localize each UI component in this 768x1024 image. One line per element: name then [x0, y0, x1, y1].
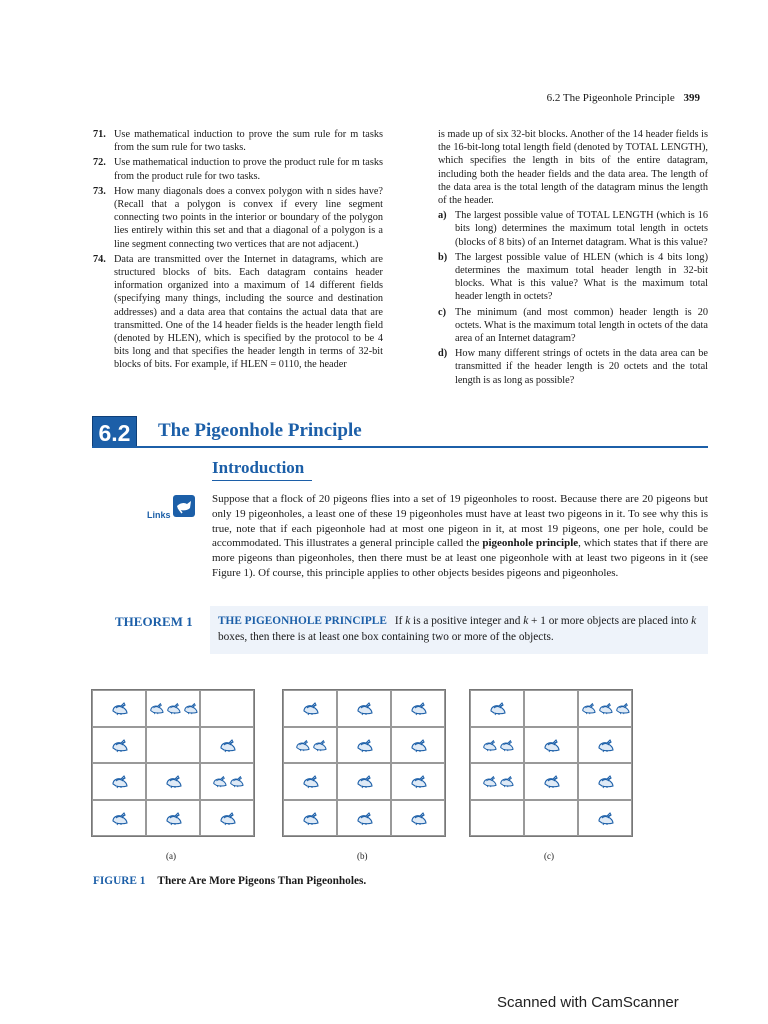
- pigeon-icon: [355, 700, 373, 716]
- pigeon-icon: [218, 810, 236, 826]
- pigeon-icon: [301, 810, 319, 826]
- pigeonhole-cell: [578, 800, 632, 837]
- theorem-var: k: [523, 615, 529, 627]
- pigeon-icon: [542, 737, 560, 753]
- pigeon-icon: [580, 701, 596, 715]
- pigeon-icon: [165, 701, 181, 715]
- pigeon-icon: [614, 701, 630, 715]
- theorem-var: k: [405, 615, 411, 627]
- pigeon-icon: [355, 737, 373, 753]
- subpart-letter: b): [438, 251, 448, 263]
- subpart-text: How many different strings of octets in the data area can be transmitted if the header length is 20 octets and the total length is as long as possible?: [455, 348, 708, 386]
- pigeon-icon: [218, 737, 236, 753]
- pigeonhole-grid-a: [91, 689, 255, 837]
- exercise-text: Data are transmitted over the Internet in datagrams, which are structured blocks of bits. Each datagram contains header information organized into a maximum of 14 different fields (specifying many things, including the source and destination addresses) and a data area that contains the actual data that are transmitted. One of the 14 header fields is the header length field (denoted by HLEN), which is specified by the protocol to be 4 bits long and that specifies the header length in terms of 32-bit blocks of bits. For example, if HLEN = 0110, the header: [114, 253, 383, 371]
- pigeonhole-cell: [391, 727, 445, 764]
- pigeonhole-cell: [200, 690, 254, 727]
- pigeonhole-cell: [200, 800, 254, 837]
- pigeon-icon: [355, 810, 373, 826]
- pigeonhole-cell: [200, 727, 254, 764]
- pigeonhole-cell: [578, 727, 632, 764]
- page-number: 399: [683, 92, 700, 104]
- pigeonhole-grid-b: [282, 689, 446, 837]
- subpart-d: [438, 347, 708, 387]
- theorem-text-4: boxes, then there is at least one box containing two or more of the objects.: [218, 631, 554, 643]
- pigeonhole-cell: [391, 800, 445, 837]
- pigeonhole-cell: [283, 690, 337, 727]
- theorem-label: THEOREM 1: [115, 614, 193, 629]
- subpart-b: [438, 251, 708, 304]
- section-rule: [92, 446, 708, 448]
- pigeonhole-cell: [470, 690, 524, 727]
- exercise-number: 74.: [93, 253, 106, 265]
- pigeonhole-cell: [524, 727, 578, 764]
- exercise-number: 71.: [93, 129, 106, 140]
- figure-caption-text: There Are More Pigeons Than Pigeonholes.: [157, 875, 367, 887]
- pigeon-icon: [211, 774, 227, 788]
- intro-text-1: Suppose that a flock of 20 pigeons flies into a set of 19 pigeonholes to roost. Because there are 20 pigeons but only 19 pigeonholes, a least one of these 19 pigeonholes must have at least two pigeons in it. To see why this is true, note that if each pigeonhole had at most one pigeon in it, at most 19 pigeons, one per hole, could be accommodated. This illustrates a general principle called the: [212, 493, 708, 550]
- exercise-text: Use mathematical induction to prove the product rule for m tasks from the product rule for two tasks.: [114, 157, 383, 182]
- subpart-text: The minimum (and most common) header length is 20 octets. What is the maximum total length in octets of the data area of an Internet datagram?: [455, 306, 708, 345]
- section-title: The Pigeonhole Principle: [158, 420, 362, 441]
- figure-label: FIGURE 1: [93, 875, 146, 887]
- theorem-text-1: If: [394, 615, 406, 627]
- running-title: 6.2 The Pigeonhole Principle: [546, 92, 675, 104]
- exercise-number: 72.: [93, 157, 106, 169]
- pigeonhole-cell: [146, 800, 200, 837]
- pigeonhole-cell: [470, 763, 524, 800]
- pigeonhole-cell: [578, 763, 632, 800]
- pigeon-icon: [596, 810, 614, 826]
- pigeon-icon: [301, 700, 319, 716]
- pigeon-icon: [110, 737, 128, 753]
- pigeonhole-cell: [146, 763, 200, 800]
- pigeonhole-cell: [283, 800, 337, 837]
- theorem-statement: [218, 613, 702, 645]
- pigeon-icon: [228, 774, 244, 788]
- pigeonhole-cell: [337, 727, 391, 764]
- pigeon-icon: [148, 701, 164, 715]
- pigeon-icon: [498, 774, 514, 788]
- subpart-text: The largest possible value of TOTAL LENGTH (which is 16 bits long) determines the maximum total length in octets (blocks of 8 bits) of an Internet datagram. What is this value?: [455, 210, 708, 248]
- pigeonhole-cell: [337, 690, 391, 727]
- pigeonhole-cell: [283, 763, 337, 800]
- exercise-72: [93, 156, 383, 182]
- running-head: [547, 92, 700, 104]
- exercise-number: 73.: [93, 185, 106, 197]
- pigeon-icon: [596, 737, 614, 753]
- subpart-letter: c): [438, 306, 446, 318]
- pigeonhole-cell: [92, 690, 146, 727]
- subpart-text: The largest possible value of HLEN (which is 4 bits long) determines the maximum total header length in 32-bit blocks. What is this value? What is the maximum total header length in octets?: [455, 251, 708, 303]
- introduction-paragraph: [212, 492, 708, 581]
- pigeon-icon: [164, 773, 182, 789]
- theorem-text-3: + 1 or more objects are placed into: [528, 615, 692, 627]
- exercise-text: How many diagonals does a convex polygon with n sides have? (Recall that a polygon is convex if every line segment connecting two points in the interior or boundary of the polygon lies entirely within this set and that a diagonal of a polygon is a line segment connecting two vertices that are not adjacent.): [114, 185, 383, 250]
- pigeonhole-cell: [391, 763, 445, 800]
- introduction-heading: Introduction: [212, 458, 305, 477]
- pigeonhole-cell: [391, 690, 445, 727]
- pigeonhole-cell: [524, 763, 578, 800]
- pigeon-icon: [596, 773, 614, 789]
- pigeon-icon: [110, 700, 128, 716]
- pigeonhole-cell: [470, 800, 524, 837]
- theorem-var: k: [691, 615, 697, 627]
- pigeonhole-cell: [337, 800, 391, 837]
- pigeon-icon: [488, 700, 506, 716]
- pigeon-icon: [164, 810, 182, 826]
- links-label[interactable]: Links: [147, 510, 171, 520]
- pigeonhole-cell: [200, 763, 254, 800]
- pigeon-icon: [542, 773, 560, 789]
- pigeonhole-cell: [524, 800, 578, 837]
- pigeon-icon: [409, 700, 427, 716]
- pigeon-icon: [355, 773, 373, 789]
- pigeonhole-cell: [524, 690, 578, 727]
- theorem-text-2: is a positive integer and: [410, 615, 524, 627]
- exercise-71: [93, 128, 383, 154]
- pigeonhole-cell: [146, 690, 200, 727]
- pigeonhole-cell: [337, 763, 391, 800]
- pigeon-icon: [110, 773, 128, 789]
- exercises-right-column: [438, 128, 708, 387]
- theorem-name: THE PIGEONHOLE PRINCIPLE: [218, 615, 387, 627]
- subpart-letter: d): [438, 348, 448, 360]
- figure-caption: [93, 875, 366, 887]
- subpart-letter: a): [438, 210, 447, 222]
- pigeon-icon: [110, 810, 128, 826]
- pigeonhole-term: pigeonhole principle: [482, 537, 579, 550]
- pigeon-icon: [498, 738, 514, 752]
- pigeon-icon: [301, 773, 319, 789]
- exercise-74-continued: is made up of six 32-bit blocks. Another of the 14 header fields is the 16-bit-long total length field (denoted by TOTAL LENGTH), which specifies the length in bits of the entire datagram, including both the header fields and the data area. The length of the data area is the total length of the datagram minus the length of the header.: [438, 129, 708, 207]
- pigeon-icon: [409, 810, 427, 826]
- intro-text-2: , which states that if there are more pigeons than pigeonholes, then there must be at least one pigeonhole with at least two pigeons in it (see Figure 1). Of course, this principle applies to other objects besides pigeons and pigeonholes.: [212, 537, 708, 579]
- pigeonhole-cell: [92, 800, 146, 837]
- pigeonhole-cell: [283, 727, 337, 764]
- pigeon-icon: [409, 737, 427, 753]
- introduction-underline: [212, 480, 312, 481]
- exercise-73: [93, 185, 383, 251]
- pigeonhole-grid-c: [469, 689, 633, 837]
- pigeon-icon: [294, 738, 310, 752]
- subpart-a: [438, 209, 708, 249]
- pigeon-icon: [481, 774, 497, 788]
- exercise-text: Use mathematical induction to prove the sum rule for m tasks from the sum rule for two tasks.: [114, 129, 383, 154]
- panel-label-a: (a): [166, 851, 176, 861]
- panel-label-b: (b): [357, 851, 368, 861]
- pigeon-icon: [409, 773, 427, 789]
- pigeonhole-cell: [470, 727, 524, 764]
- pigeonhole-cell: [578, 690, 632, 727]
- pigeon-icon: [182, 701, 198, 715]
- pigeonhole-cell: [92, 763, 146, 800]
- pigeon-icon: [311, 738, 327, 752]
- subpart-c: [438, 306, 708, 346]
- panel-label-c: (c): [544, 851, 554, 861]
- pigeon-icon: [481, 738, 497, 752]
- exercise-74: [93, 253, 383, 372]
- pigeonhole-cell: [146, 727, 200, 764]
- pigeonhole-cell: [92, 727, 146, 764]
- links-icon[interactable]: [172, 494, 196, 518]
- scanner-watermark: Scanned with CamScanner: [497, 994, 679, 1011]
- exercises-left-column: [93, 128, 383, 374]
- section-number-box: 6.2: [92, 416, 137, 448]
- pigeon-icon: [597, 701, 613, 715]
